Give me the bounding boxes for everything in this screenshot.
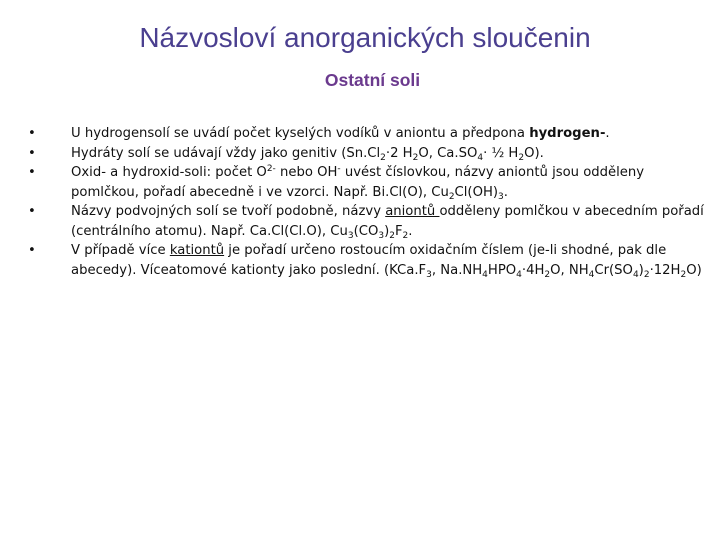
bullet-item-double-salts [24,202,704,241]
underlined-text: kationtů [169,243,225,258]
subscript: 2 [544,269,551,280]
bullet-text: (CO [353,223,379,239]
subscript: 4 [477,152,484,163]
bullet-text: O). [524,145,544,161]
bullet-text: O, NH [550,262,589,278]
subscript: 2 [389,230,395,241]
underlined-text: aniontů [385,204,440,219]
subscript: 2 [412,152,419,163]
bullet-icon: • [28,126,36,141]
subscript: 2 [448,191,455,202]
bullet-text: uvést číslovkou, názvy aniontů jsou odděleny pomlčkou, pořadí abecedně i ve vzorci. Např. Bi.Cl(O), Cu [71,165,645,200]
bullet-text: . [503,184,508,200]
bullet-text: HPO [487,262,517,278]
bullet-text: ·4H [521,262,545,278]
bullet-text: ·12H [649,262,681,278]
bullet-text: . [408,223,413,239]
bullet-text: . [605,126,610,141]
subscript: 4 [482,269,488,280]
bullet-text: Oxid- a hydroxid-soli: počet O [71,165,267,180]
bullet-item-multiple-cations [24,241,704,280]
bullet-text: Cr(SO [594,262,633,278]
subscript: 2 [518,152,525,163]
bullet-text: U hydrogensolí se uvádí počet kyselých vodíků v aniontu a předpona [71,126,530,141]
bullet-text: V případě více [71,243,170,258]
subscript: 3 [378,230,385,241]
superscript: 2- [266,164,276,174]
bullet-text: F [394,223,403,239]
bullet-text: O, Ca.SO [418,145,478,161]
bullet-icon: • [28,243,36,258]
subscript: 3 [347,230,354,241]
bullet-item-hydrogen-salts [24,124,704,144]
slide-subtitle: Ostatní soli [324,70,421,90]
bullet-emphasis: hydrogen- [529,126,606,141]
bullet-text: · ½ H [483,145,519,161]
bullet-icon: • [28,145,36,161]
subscript: 2 [402,230,409,241]
bullet-item-hydrates [24,144,704,164]
bullet-text: nebo OH [275,165,338,180]
bullet-text: Názvy podvojných solí se tvoří podobně, názvy [71,204,386,219]
subscript: 2 [680,269,687,280]
subscript: 4 [516,269,522,280]
subscript: 3 [426,269,432,280]
superscript: - [337,164,341,174]
subscript: 4 [588,269,595,280]
bullet-text: Cl(OH) [454,184,499,200]
subscript: 2 [380,152,386,163]
bullet-text: odděleny pomlčkou v abecedním pořadí (centrálního atomu). Např. Ca.Cl(Cl.O), Cu [71,204,704,239]
bullet-text: ·2 H [385,145,413,161]
bullet-text: ) [638,262,644,278]
subscript: 4 [632,269,639,280]
bullet-list [24,124,704,280]
bullet-text: , Na.NH [431,262,483,278]
slide-title: Názvosloví anorganických sloučenin [139,22,591,53]
bullet-item-oxide-hydroxide-salts [24,163,704,202]
bullet-icon: • [28,165,36,180]
subscript: 3 [498,191,504,202]
bullet-text: Hydráty solí se udávají vždy jako genitiv (Sn.Cl [71,145,381,161]
bullet-text: O) [686,262,702,278]
bullet-text: ) [384,223,390,239]
bullet-icon: • [28,204,36,219]
subscript: 2 [643,269,650,280]
bullet-text: je pořadí určeno rostoucím oxidačním číslem (je-li shodné, pak dle abecedy). Víceatomové kationty jako poslední. (KCa.F [71,243,667,278]
